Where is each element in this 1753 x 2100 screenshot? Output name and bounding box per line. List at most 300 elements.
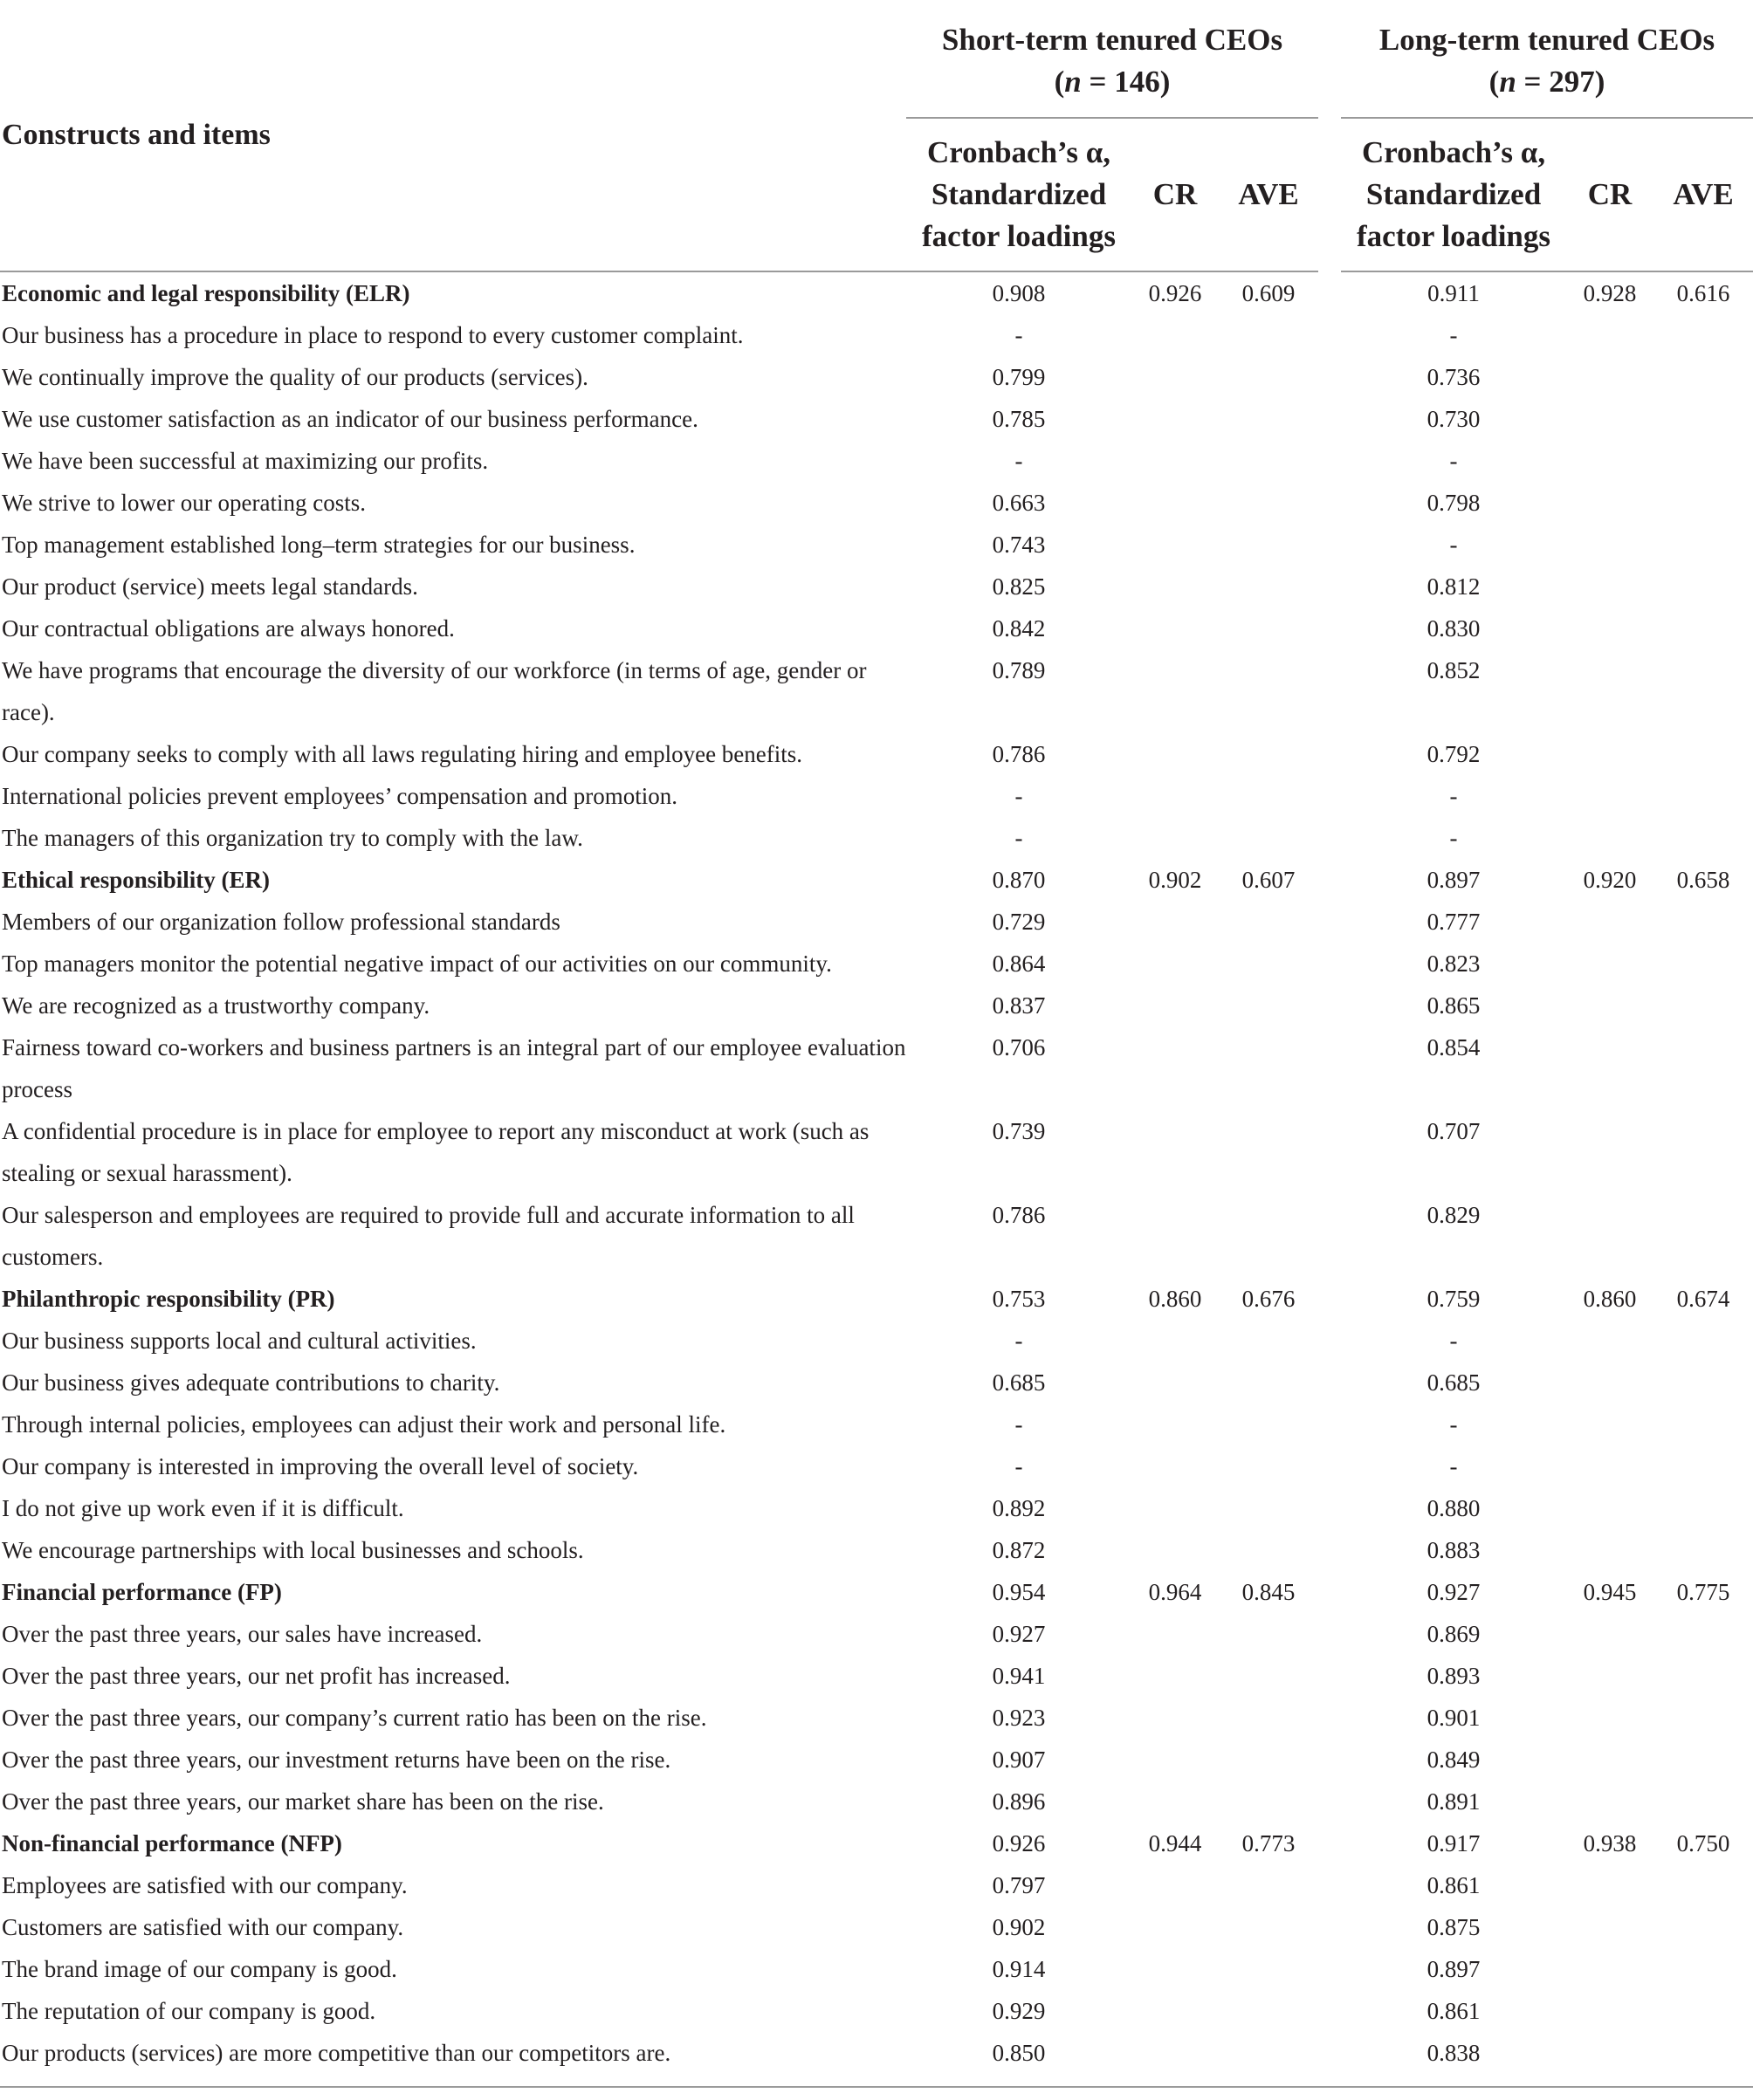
item-label: Fairness toward co-workers and business partners is an integral part of our employee evaluation process xyxy=(2,1034,906,1102)
long-ave-cell xyxy=(1653,943,1753,985)
long-ave-cell xyxy=(1653,1110,1753,1194)
short-cr-cell xyxy=(1131,1739,1219,1781)
short-alpha-cell: 0.892 xyxy=(992,1495,1046,1521)
short-alpha-cell: 0.927 xyxy=(992,1621,1046,1647)
table-row xyxy=(0,1781,1753,1822)
short-alpha-cell: 0.743 xyxy=(992,532,1046,558)
construct-row xyxy=(0,1571,1753,1613)
long-alpha-cell: 0.685 xyxy=(1426,1369,1481,1396)
short-ave-cell xyxy=(1219,1990,1318,2032)
item-label: Financial performance (FP) xyxy=(2,1579,282,1605)
long-ave-cell xyxy=(1653,1906,1753,1948)
short-ave-cell xyxy=(1219,1781,1318,1822)
construct-row xyxy=(0,271,1753,314)
table-row xyxy=(0,1697,1753,1739)
construct-row xyxy=(0,1278,1753,1320)
long-ave-cell xyxy=(1653,1739,1753,1781)
long-ave-cell xyxy=(1653,1948,1753,1990)
short-alpha-cell: 0.954 xyxy=(992,1579,1046,1605)
long-cr-cell xyxy=(1566,649,1653,733)
gap-cell xyxy=(1318,1362,1341,1403)
table-row xyxy=(0,775,1753,817)
short-alpha-cell: 0.902 xyxy=(992,1914,1046,1940)
item-label: We strive to lower our operating costs. xyxy=(2,490,366,516)
gap-cell xyxy=(1318,1906,1341,1948)
short-alpha-cell: 0.825 xyxy=(992,573,1046,600)
short-alpha-cell: 0.872 xyxy=(992,1537,1046,1563)
construct-row xyxy=(0,1822,1753,1864)
long-alpha-cell: 0.736 xyxy=(1426,364,1481,390)
item-label: Customers are satisfied with our company. xyxy=(2,1914,404,1940)
long-alpha-cell: 0.865 xyxy=(1426,992,1481,1019)
table-row xyxy=(0,1906,1753,1948)
item-label: Over the past three years, our company’s current ratio has been on the rise. xyxy=(2,1705,707,1731)
long-alpha-cell: 0.897 xyxy=(1426,867,1481,893)
short-cr-header: CR xyxy=(1131,118,1219,271)
short-ave-cell xyxy=(1219,1026,1318,1110)
long-ave-cell xyxy=(1653,733,1753,775)
long-ave-cell xyxy=(1653,1655,1753,1697)
long-alpha-cell: 0.880 xyxy=(1426,1495,1481,1521)
long-ave-cell xyxy=(1653,1362,1753,1403)
long-alpha-cell: 0.838 xyxy=(1341,2032,1566,2087)
table-row xyxy=(0,482,1753,524)
short-alpha-cell: - xyxy=(1014,1411,1023,1438)
long-alpha-cell: 0.792 xyxy=(1426,741,1481,767)
table-row xyxy=(0,398,1753,440)
short-alpha-cell: 0.786 xyxy=(992,741,1046,767)
long-cr-cell xyxy=(1566,817,1653,859)
short-ave-cell xyxy=(1219,524,1318,566)
table-row xyxy=(0,566,1753,607)
short-cr-cell xyxy=(1131,1110,1219,1194)
long-alpha-cell: 0.901 xyxy=(1426,1705,1481,1731)
long-alpha-cell: - xyxy=(1449,783,1458,809)
long-ave-cell xyxy=(1653,1487,1753,1529)
gap-cell xyxy=(1318,2032,1341,2087)
long-ave-cell xyxy=(1653,440,1753,482)
short-cr-cell xyxy=(1131,817,1219,859)
item-label: Economic and legal responsibility (ELR) xyxy=(2,280,410,306)
table-row xyxy=(0,1739,1753,1781)
short-cr-cell xyxy=(1131,398,1219,440)
long-cr-cell xyxy=(1566,775,1653,817)
short-ave-cell xyxy=(1219,1864,1318,1906)
gap-cell xyxy=(1318,1990,1341,2032)
long-cr-cell xyxy=(1566,1864,1653,1906)
short-alpha-cell: 0.941 xyxy=(992,1663,1046,1689)
short-cr-cell xyxy=(1131,607,1219,649)
short-alpha-cell: 0.929 xyxy=(992,1998,1046,2024)
long-cr-cell xyxy=(1566,356,1653,398)
long-cr-cell xyxy=(1566,566,1653,607)
table-row xyxy=(0,2032,1753,2087)
item-label: Through internal policies, employees can adjust their work and personal life. xyxy=(2,1411,726,1438)
gap-cell xyxy=(1318,901,1341,943)
long-ave-cell xyxy=(1653,2032,1753,2087)
long-cr-cell: 0.945 xyxy=(1583,1579,1637,1605)
short-alpha-cell: 0.706 xyxy=(992,1034,1046,1060)
item-label: Over the past three years, our market share has been on the rise. xyxy=(2,1788,604,1815)
short-term-header: Short-term tenured CEOs (n = 146) xyxy=(906,0,1318,118)
gap-cell xyxy=(1318,482,1341,524)
short-term-title: Short-term tenured CEOs xyxy=(941,23,1283,57)
gap-cell xyxy=(1318,1529,1341,1571)
short-alpha-cell: - xyxy=(1014,1328,1023,1354)
table-header xyxy=(0,0,1753,271)
short-ave-cell: 0.609 xyxy=(1241,280,1296,306)
long-alpha-cell: 0.897 xyxy=(1426,1956,1481,1982)
long-cr-cell xyxy=(1566,1110,1653,1194)
long-alpha-cell: 0.927 xyxy=(1426,1579,1481,1605)
short-ave-cell xyxy=(1219,1655,1318,1697)
long-alpha-cell: 0.869 xyxy=(1426,1621,1481,1647)
table-row xyxy=(0,649,1753,733)
table-row xyxy=(0,943,1753,985)
long-cr-cell xyxy=(1566,1739,1653,1781)
table-row xyxy=(0,440,1753,482)
short-alpha-cell: 0.850 xyxy=(906,2032,1131,2087)
long-alpha-cell: 0.893 xyxy=(1426,1663,1481,1689)
short-cr-cell xyxy=(1131,1362,1219,1403)
long-alpha-cell: 0.707 xyxy=(1426,1118,1481,1144)
gap-cell xyxy=(1318,1445,1341,1487)
item-label: The managers of this organization try to comply with the law. xyxy=(2,825,583,851)
gap-cell xyxy=(1318,1026,1341,1110)
short-cr-cell: 0.860 xyxy=(1148,1286,1202,1312)
short-ave-header: AVE xyxy=(1219,118,1318,271)
gap-cell xyxy=(1318,817,1341,859)
table-row xyxy=(0,1529,1753,1571)
gap-cell xyxy=(1318,398,1341,440)
long-alpha-cell: 0.861 xyxy=(1426,1872,1481,1898)
short-cr-cell xyxy=(1131,1445,1219,1487)
long-cr-cell xyxy=(1566,901,1653,943)
short-alpha-cell: 0.663 xyxy=(992,490,1046,516)
long-ave-cell xyxy=(1653,1403,1753,1445)
table-row xyxy=(0,1362,1753,1403)
long-ave-cell xyxy=(1653,1781,1753,1822)
item-label: International policies prevent employees’ compensation and promotion. xyxy=(2,783,678,809)
short-cr-cell xyxy=(1131,1403,1219,1445)
short-ave-cell xyxy=(1219,1906,1318,1948)
item-label: We encourage partnerships with local businesses and schools. xyxy=(2,1537,584,1563)
short-alpha-cell: - xyxy=(1014,825,1023,851)
long-alpha-cell: - xyxy=(1449,448,1458,474)
table-row xyxy=(0,1613,1753,1655)
long-cr-cell xyxy=(1566,985,1653,1026)
short-alpha-header: Cronbach’s α, Standardized factor loadings xyxy=(906,118,1131,271)
gap-cell xyxy=(1318,1864,1341,1906)
long-alpha-header: Cronbach’s α, Standardized factor loadings xyxy=(1341,118,1566,271)
item-label: Over the past three years, our sales have increased. xyxy=(2,1621,483,1647)
long-alpha-cell: 0.829 xyxy=(1426,1202,1481,1228)
long-term-n-label: n xyxy=(1499,65,1516,99)
table-row xyxy=(0,1990,1753,2032)
table-row xyxy=(0,1864,1753,1906)
item-label: Top management established long–term strategies for our business. xyxy=(2,532,636,558)
short-ave-cell xyxy=(1219,1445,1318,1487)
item-label: Over the past three years, our net profit has increased. xyxy=(2,1663,511,1689)
gap-cell xyxy=(1318,1613,1341,1655)
long-ave-cell xyxy=(1653,566,1753,607)
long-ave-cell xyxy=(1653,1864,1753,1906)
gap-cell xyxy=(1318,1739,1341,1781)
long-alpha-cell: 0.777 xyxy=(1426,909,1481,935)
short-cr-cell xyxy=(1131,1487,1219,1529)
gap-cell xyxy=(1318,440,1341,482)
short-alpha-cell: 0.799 xyxy=(992,364,1046,390)
short-ave-cell xyxy=(1219,733,1318,775)
short-ave-cell xyxy=(1219,1948,1318,1990)
long-ave-cell: 0.658 xyxy=(1676,867,1730,893)
short-ave-cell xyxy=(1219,1739,1318,1781)
long-term-header: Long-term tenured CEOs (n = 297) xyxy=(1341,0,1753,118)
item-label: Our products (services) are more competitive than our competitors are. xyxy=(0,2032,906,2087)
gap-cell xyxy=(1318,1948,1341,1990)
long-alpha-cell: - xyxy=(1449,1328,1458,1354)
table-row xyxy=(0,733,1753,775)
long-term-title: Long-term tenured CEOs xyxy=(1378,23,1715,57)
table-row xyxy=(0,524,1753,566)
short-alpha-cell: 0.914 xyxy=(992,1956,1046,1982)
short-cr-cell xyxy=(1131,440,1219,482)
short-alpha-cell: 0.797 xyxy=(992,1872,1046,1898)
short-term-n-value: = 146 xyxy=(1081,65,1160,99)
short-ave-cell xyxy=(1219,1529,1318,1571)
long-cr-cell xyxy=(1566,1194,1653,1278)
short-cr-cell xyxy=(1131,1906,1219,1948)
short-ave-cell xyxy=(1219,1110,1318,1194)
long-alpha-cell: 0.911 xyxy=(1427,280,1480,306)
long-cr-cell: 0.860 xyxy=(1583,1286,1637,1312)
short-cr-cell xyxy=(1131,1990,1219,2032)
long-cr-cell xyxy=(1566,482,1653,524)
short-cr-cell xyxy=(1131,775,1219,817)
short-alpha-cell: 0.923 xyxy=(992,1705,1046,1731)
short-cr-cell xyxy=(1131,1026,1219,1110)
long-cr-cell xyxy=(1566,1781,1653,1822)
table-body xyxy=(0,271,1753,2087)
short-alpha-cell: 0.739 xyxy=(992,1118,1046,1144)
short-cr-cell xyxy=(1131,1864,1219,1906)
item-label: Our company is interested in improving the overall level of society. xyxy=(2,1453,639,1479)
long-ave-cell xyxy=(1653,1445,1753,1487)
long-cr-cell xyxy=(1566,733,1653,775)
item-label: Our contractual obligations are always honored. xyxy=(2,615,455,642)
long-alpha-cell: 0.891 xyxy=(1426,1788,1481,1815)
item-label: We have been successful at maximizing our profits. xyxy=(2,448,489,474)
long-alpha-cell: 0.854 xyxy=(1426,1034,1481,1060)
long-alpha-cell: 0.852 xyxy=(1426,657,1481,683)
short-cr-cell xyxy=(1131,314,1219,356)
item-label: Non-financial performance (NFP) xyxy=(2,1830,342,1856)
short-ave-cell xyxy=(1219,775,1318,817)
gap-cell xyxy=(1318,1571,1341,1613)
long-alpha-cell: 0.759 xyxy=(1426,1286,1481,1312)
short-ave-cell xyxy=(1219,649,1318,733)
item-label: Our product (service) meets legal standards. xyxy=(2,573,418,600)
long-cr-cell xyxy=(1566,440,1653,482)
constructs-header: Constructs and items xyxy=(0,0,906,271)
short-ave-cell xyxy=(1219,607,1318,649)
long-ave-cell xyxy=(1653,1613,1753,1655)
long-cr-cell xyxy=(1566,1026,1653,1110)
long-cr-cell xyxy=(1566,1445,1653,1487)
item-label: I do not give up work even if it is difficult. xyxy=(2,1495,404,1521)
item-label: The brand image of our company is good. xyxy=(2,1956,397,1982)
short-ave-cell: 0.607 xyxy=(1241,867,1296,893)
long-ave-cell xyxy=(1653,817,1753,859)
table-row xyxy=(0,985,1753,1026)
short-cr-cell xyxy=(1131,1529,1219,1571)
short-cr-cell xyxy=(1131,524,1219,566)
long-ave-cell xyxy=(1653,901,1753,943)
short-cr-cell xyxy=(1131,482,1219,524)
long-cr-cell: 0.938 xyxy=(1583,1830,1637,1856)
long-ave-cell xyxy=(1653,398,1753,440)
short-alpha-cell: 0.908 xyxy=(992,280,1046,306)
header-gap xyxy=(1318,0,1341,271)
short-cr-cell xyxy=(1131,1613,1219,1655)
item-label: We are recognized as a trustworthy company. xyxy=(2,992,430,1019)
long-ave-header: AVE xyxy=(1653,118,1753,271)
gap-cell xyxy=(1318,733,1341,775)
short-cr-cell xyxy=(1131,1320,1219,1362)
short-cr-cell xyxy=(1131,733,1219,775)
long-ave-cell xyxy=(1653,524,1753,566)
short-cr-cell xyxy=(1131,1781,1219,1822)
short-ave-cell xyxy=(1219,440,1318,482)
gap-cell xyxy=(1318,1194,1341,1278)
long-cr-cell xyxy=(1566,1697,1653,1739)
short-alpha-cell: 0.837 xyxy=(992,992,1046,1019)
short-ave-cell: 0.676 xyxy=(1241,1286,1296,1312)
long-ave-cell: 0.616 xyxy=(1676,280,1730,306)
short-alpha-cell: 0.685 xyxy=(992,1369,1046,1396)
gap-cell xyxy=(1318,1110,1341,1194)
long-ave-cell xyxy=(1653,1697,1753,1739)
item-label: The reputation of our company is good. xyxy=(2,1998,376,2024)
item-label: We have programs that encourage the diversity of our workforce (in terms of age, gender or race). xyxy=(2,657,867,725)
gap-cell xyxy=(1318,775,1341,817)
table-row xyxy=(0,1948,1753,1990)
item-label: Our business gives adequate contributions to charity. xyxy=(2,1369,500,1396)
short-cr-cell xyxy=(1131,356,1219,398)
gap-cell xyxy=(1318,1781,1341,1822)
short-ave-cell xyxy=(1219,1613,1318,1655)
short-alpha-cell: - xyxy=(1014,1453,1023,1479)
long-cr-cell xyxy=(1566,1362,1653,1403)
long-alpha-cell: 0.917 xyxy=(1426,1830,1481,1856)
table-row xyxy=(0,1487,1753,1529)
long-ave-cell: 0.674 xyxy=(1676,1286,1730,1312)
short-alpha-cell: 0.753 xyxy=(992,1286,1046,1312)
short-alpha-cell: 0.842 xyxy=(992,615,1046,642)
short-term-n-label: n xyxy=(1064,65,1082,99)
long-alpha-cell: - xyxy=(1449,825,1458,851)
long-alpha-cell: - xyxy=(1449,532,1458,558)
short-cr-cell: 0.902 xyxy=(1148,867,1202,893)
table-row xyxy=(0,901,1753,943)
long-alpha-cell: 0.730 xyxy=(1426,406,1481,432)
short-alpha-cell: 0.789 xyxy=(992,657,1046,683)
short-cr-cell xyxy=(1131,943,1219,985)
short-ave-cell xyxy=(1219,314,1318,356)
long-ave-cell xyxy=(1653,1194,1753,1278)
item-label: Over the past three years, our investment returns have been on the rise. xyxy=(2,1747,671,1773)
long-cr-cell xyxy=(1566,1990,1653,2032)
long-cr-cell xyxy=(1566,1403,1653,1445)
item-label: Our company seeks to comply with all laws regulating hiring and employee benefits. xyxy=(2,741,803,767)
short-alpha-cell: 0.896 xyxy=(992,1788,1046,1815)
table-row xyxy=(0,1445,1753,1487)
gap-cell xyxy=(1318,859,1341,901)
gap-cell xyxy=(1318,985,1341,1026)
short-cr-cell xyxy=(1131,649,1219,733)
table-row xyxy=(0,1194,1753,1278)
long-ave-cell xyxy=(1653,985,1753,1026)
long-alpha-cell: 0.849 xyxy=(1426,1747,1481,1773)
gap-cell xyxy=(1318,1403,1341,1445)
long-alpha-cell: 0.823 xyxy=(1426,950,1481,977)
table-row xyxy=(0,1655,1753,1697)
header-group-row xyxy=(0,0,1753,118)
short-ave-cell xyxy=(1219,1403,1318,1445)
long-alpha-cell: 0.875 xyxy=(1426,1914,1481,1940)
short-cr-cell xyxy=(1131,985,1219,1026)
long-cr-cell: 0.928 xyxy=(1583,280,1637,306)
long-alpha-cell: - xyxy=(1449,322,1458,348)
item-label: Our business has a procedure in place to respond to every customer complaint. xyxy=(2,322,744,348)
table-row xyxy=(0,1026,1753,1110)
short-ave-cell xyxy=(1219,2032,1318,2087)
long-cr-cell xyxy=(1566,524,1653,566)
item-label: A confidential procedure is in place for employee to report any misconduct at work (such as stealing or sexual harassment). xyxy=(2,1118,870,1186)
short-cr-cell xyxy=(1131,1948,1219,1990)
short-cr-cell: 0.964 xyxy=(1148,1579,1202,1605)
long-cr-cell xyxy=(1566,1655,1653,1697)
gap-cell xyxy=(1318,271,1341,314)
long-term-n-value: = 297 xyxy=(1516,65,1595,99)
gap-cell xyxy=(1318,314,1341,356)
long-cr-cell xyxy=(1566,2032,1653,2087)
long-ave-cell xyxy=(1653,1026,1753,1110)
short-cr-cell xyxy=(1131,901,1219,943)
long-ave-cell: 0.750 xyxy=(1676,1830,1730,1856)
long-alpha-cell: 0.883 xyxy=(1426,1537,1481,1563)
short-alpha-cell: 0.907 xyxy=(992,1747,1046,1773)
long-ave-cell xyxy=(1653,482,1753,524)
table-row xyxy=(0,817,1753,859)
gap-cell xyxy=(1318,649,1341,733)
item-label: Our business supports local and cultural activities. xyxy=(2,1328,477,1354)
gap-cell xyxy=(1318,524,1341,566)
long-cr-cell xyxy=(1566,1320,1653,1362)
construct-row xyxy=(0,859,1753,901)
short-ave-cell xyxy=(1219,1362,1318,1403)
gap-cell xyxy=(1318,1822,1341,1864)
short-cr-cell: 0.926 xyxy=(1148,280,1202,306)
long-cr-cell xyxy=(1566,607,1653,649)
short-ave-cell xyxy=(1219,566,1318,607)
short-ave-cell xyxy=(1219,901,1318,943)
short-ave-cell xyxy=(1219,817,1318,859)
short-ave-cell: 0.773 xyxy=(1241,1830,1296,1856)
long-ave-cell xyxy=(1653,649,1753,733)
table-row xyxy=(0,607,1753,649)
short-cr-cell xyxy=(1131,1194,1219,1278)
